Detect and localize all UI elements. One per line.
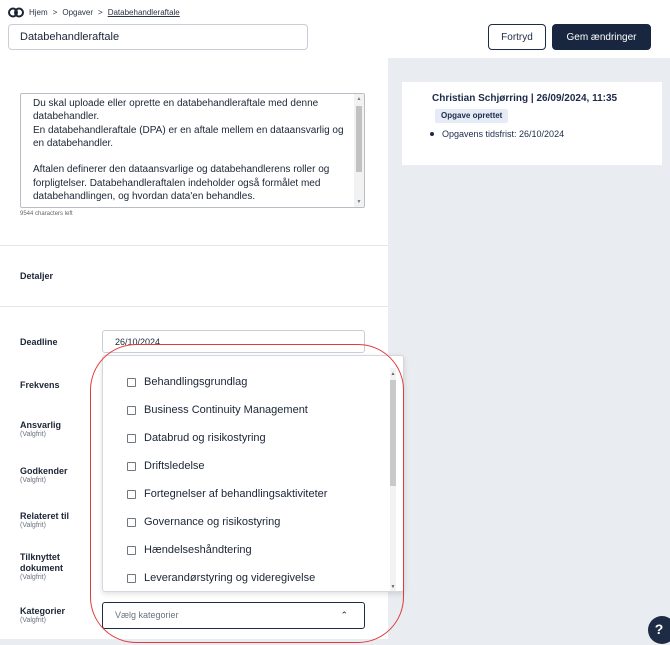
bottom-edge	[0, 639, 388, 645]
checkbox[interactable]	[127, 462, 136, 471]
description-scrollbar[interactable]	[354, 94, 364, 207]
description-scroll-thumb[interactable]	[356, 106, 362, 172]
checkbox[interactable]	[127, 406, 136, 415]
category-option[interactable]: Fortegnelser af behandlingsaktiviteter	[127, 488, 327, 500]
category-option[interactable]: Business Continuity Management	[127, 404, 308, 416]
categories-select[interactable]	[102, 602, 365, 629]
categories-placeholder: Vælg kategorier	[115, 610, 179, 620]
section-divider	[0, 306, 388, 307]
activity-card	[402, 82, 662, 165]
chevron-up-icon: ⌃	[340, 610, 348, 620]
optional-hint: (Valgfrit)	[20, 574, 46, 581]
category-option[interactable]: Governance og risikostyring	[127, 516, 280, 528]
cancel-button[interactable]: Fortryd	[488, 24, 546, 50]
category-option[interactable]: Leverandørstyring og videregivelse	[127, 572, 315, 584]
characters-left-counter: 9544 characters left	[20, 211, 73, 217]
status-badge: Opgave oprettet	[435, 109, 508, 123]
checkbox[interactable]	[127, 434, 136, 443]
task-title-input[interactable]	[8, 24, 308, 50]
description-text: Du skal uploade eller oprette en databehandleraftale med denne databehandler. En databehandleraftale (DPA) er en aftale mellem en dataansvarlig og en databehandler. Aftalen definerer den dataansvarlige og databehandlerens roller og forpligtelser. Databehandleraftalen indeholder også formålet med databehandlingen, og hvordan data'en behandles.	[33, 98, 344, 203]
help-button[interactable]: ?	[648, 616, 670, 644]
logo-icon	[8, 7, 24, 18]
categories-dropdown-menu	[102, 355, 404, 592]
breadcrumb-home-link[interactable]: Hjem	[29, 8, 48, 17]
scroll-up-icon[interactable]: ▲	[390, 371, 396, 377]
category-option[interactable]: Driftsledelse	[127, 460, 205, 472]
checkbox[interactable]	[127, 518, 136, 527]
optional-hint: (Valgfrit)	[20, 522, 46, 529]
activity-item-text: Opgavens tidsfrist: 26/10/2024	[442, 129, 565, 139]
scroll-down-icon[interactable]: ▼	[390, 584, 396, 590]
description-textarea[interactable]	[20, 93, 365, 208]
activity-item	[442, 129, 564, 139]
category-option[interactable]: Behandlingsgrundlag	[127, 376, 247, 388]
details-section-title: Detaljer	[20, 271, 54, 281]
scroll-up-icon[interactable]: ▲	[356, 96, 362, 102]
optional-hint: (Valgfrit)	[20, 477, 46, 484]
approver-label: Godkender (Valgfrit)	[20, 466, 68, 484]
deadline-date-input[interactable]	[102, 330, 365, 353]
page-header	[0, 0, 670, 62]
categories-label: Kategorier (Valgfrit)	[20, 606, 66, 624]
dropdown-scroll-thumb[interactable]	[390, 380, 396, 486]
chevron-right-icon: >	[52, 8, 58, 17]
breadcrumb-current[interactable]: Databehandleraftale	[107, 8, 180, 17]
activity-header: Christian Schjørring | 26/09/2024, 11:35	[432, 93, 618, 104]
checkbox[interactable]	[127, 490, 136, 499]
section-divider	[0, 245, 388, 246]
deadline-label: Deadline	[20, 337, 58, 347]
responsible-label: Ansvarlig (Valgfrit)	[20, 420, 62, 438]
frequency-label: Frekvens	[20, 380, 60, 390]
checkbox[interactable]	[127, 378, 136, 387]
dropdown-scrollbar[interactable]	[390, 368, 396, 591]
bullet-icon	[430, 132, 434, 136]
checkbox[interactable]	[127, 574, 136, 583]
save-changes-button[interactable]: Gem ændringer	[552, 24, 651, 50]
category-option[interactable]: Hændelseshåndtering	[127, 544, 252, 556]
breadcrumb-tasks-link[interactable]: Opgaver	[62, 8, 94, 17]
scroll-down-icon[interactable]: ▼	[356, 199, 362, 205]
optional-hint: (Valgfrit)	[20, 617, 46, 624]
chevron-right-icon: >	[98, 8, 103, 17]
related-to-label: Relateret til (Valgfrit)	[20, 511, 70, 529]
optional-hint: (Valgfrit)	[20, 431, 46, 438]
checkbox[interactable]	[127, 546, 136, 555]
category-option[interactable]: Databrud og risikostyring	[127, 432, 266, 444]
breadcrumb	[8, 7, 180, 18]
attached-document-label: Tilknyttet dokument (Valgfrit)	[20, 552, 64, 581]
